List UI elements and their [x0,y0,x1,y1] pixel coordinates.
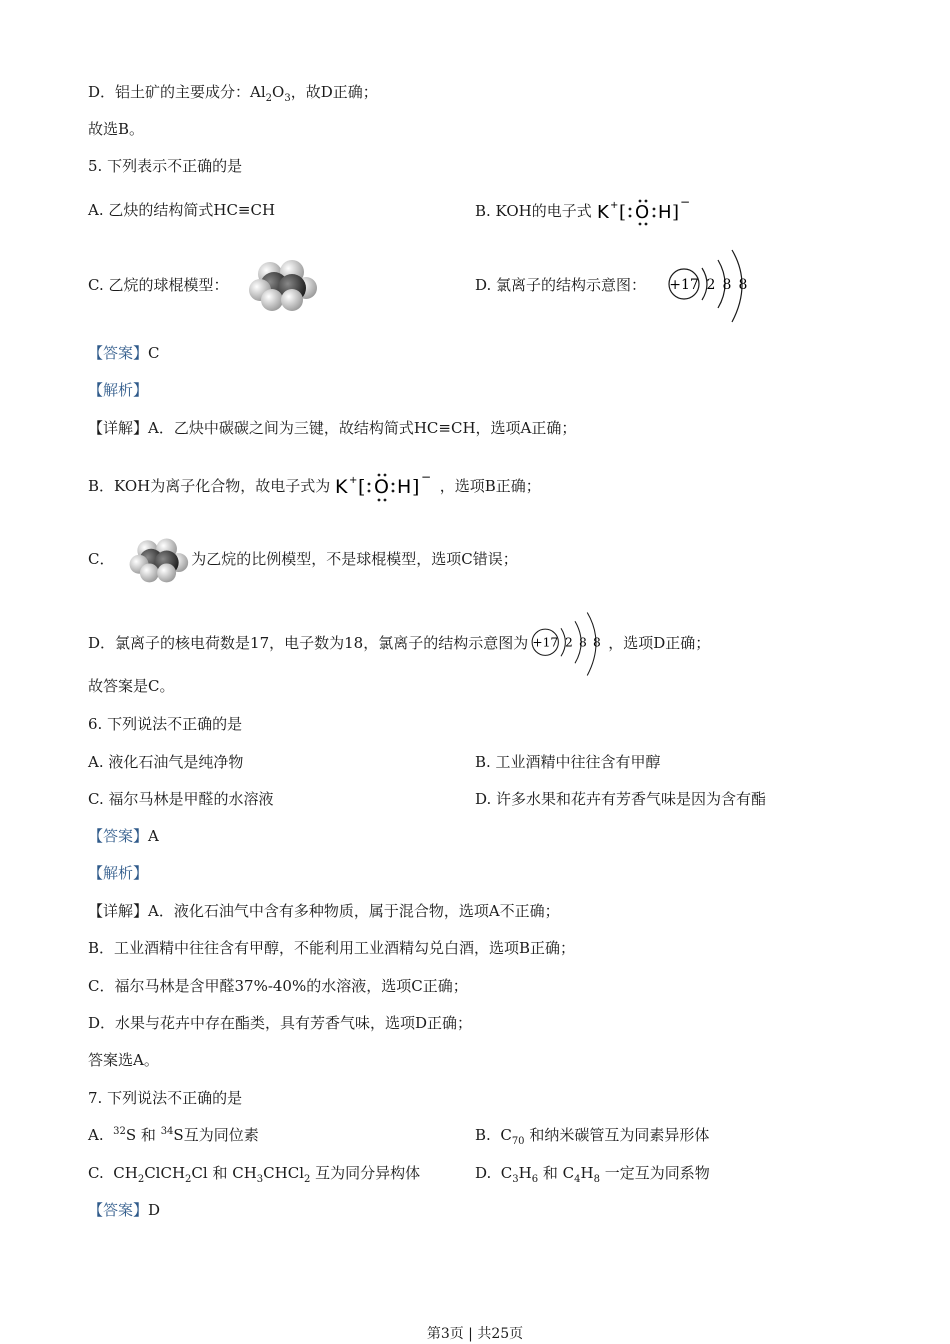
q6-stem: 6. 下列说法不正确的是 [88,715,243,733]
svg-text:−: − [679,198,690,209]
q5-answer: 【答案】C [88,344,160,362]
q7-answer: 【答案】D [88,1201,161,1219]
page-footer: 第3页 | 共25页 [426,1326,524,1342]
svg-text:8: 8 [593,635,601,650]
svg-text:+17: +17 [669,277,699,293]
q5-conclusion: 故答案是C。 [88,677,175,695]
q5-option-a: A. 乙炔的结构简式HC≡CH [88,201,276,219]
q7-option-b: B. $C_{70}$ 和纳米碳管互为同素异形体 [475,1126,710,1147]
q7-option-a: A. $^{32}$S 和 $^{34}$S互为同位素 [88,1126,259,1144]
q6-detail-c: C．福尔马林是含甲醛37%-40%的水溶液，选项C正确； [88,977,468,995]
q7-option-d: D. $C_3H_6$ 和 $C_4H_8$ 一定互为同系物 [475,1164,710,1185]
chloride-ion-structure-icon [668,246,752,326]
svg-text:H: H [397,476,412,498]
svg-text:8: 8 [722,277,732,293]
q6-detail-b: B．工业酒精中往往含有甲醇，不能利用工业酒精勾兑白酒，选项B正确； [88,939,576,957]
q5-detail-c: C． 为乙烷的比例模型，不是球棍模型，选项C错误； [88,536,518,584]
svg-text:+17: +17 [532,635,559,650]
svg-text:K: K [335,476,348,498]
q6-analysis-label: 【解析】 [88,864,149,882]
svg-text:O: O [374,476,389,498]
q4-option-d-line: D．铝土矿的主要成分：$Al_2O_3$，故D正确； [88,83,378,104]
koh-electron-formula-icon [335,472,435,502]
svg-text:O: O [634,202,649,223]
q6-option-d: D. 许多水果和花卉有芳香气味是因为含有酯 [475,790,767,808]
chloride-ion-structure-icon [528,609,608,679]
svg-text:]: ] [671,202,679,223]
svg-text:8: 8 [579,635,587,650]
svg-text:[: [ [358,476,366,498]
svg-text:8: 8 [738,277,748,293]
q5-option-b: B. KOH的电子式 K + [ O H ] − [475,198,693,226]
q5-option-d: D. 氯离子的结构示意图： [475,276,647,294]
q5-detail-b: B．KOH为离子化合物，故电子式为 K + [ O H ] − ，选项B正确； [88,472,541,502]
svg-text:+: + [349,475,358,486]
q4-conclusion: 故选B。 [88,120,145,138]
q6-detail-d: D．水果与花卉中存在酯类，具有芳香气味，选项D正确； [88,1014,473,1032]
q5-stem: 5. 下列表示不正确的是 [88,157,243,175]
ethane-space-filling-model-icon [127,536,189,584]
q6-answer: 【答案】A [88,827,159,845]
ethane-space-filling-model-icon [246,258,318,312]
svg-text:[: [ [618,202,626,223]
q5-detail-d: D．氯离子的核电荷数是17，电子数为18，氯离子的结构示意图为 +17 2 8 8 ，选项D正确； [88,609,710,679]
svg-text:+: + [609,200,618,211]
q7-option-c: C. $CH_2ClCH_2Cl$ 和 $CH_3CHCl_2$ 互为同分异构体 [88,1164,421,1185]
q6-option-a: A. 液化石油气是纯净物 [88,753,244,771]
q7-stem: 7. 下列说法不正确的是 [88,1089,243,1107]
svg-text:]: ] [412,476,420,498]
svg-text:H: H [657,202,672,223]
q5-option-c: C. 乙烷的球棍模型： [88,276,229,294]
q5-analysis-label: 【解析】 [88,381,149,399]
svg-text:2: 2 [565,635,573,650]
q6-conclusion: 答案选A。 [88,1051,159,1069]
svg-text:−: − [421,472,432,484]
koh-electron-formula-icon [597,198,693,226]
q6-option-c: C. 福尔马林是甲醛的水溶液 [88,790,274,808]
q4-d-text: D．铝土矿的主要成分：Al [88,83,266,101]
svg-text:K: K [596,202,609,223]
q5-detail-a: 【详解】A．乙炔中碳碳之间为三键，故结构简式HC≡CH，选项A正确； [88,419,577,437]
svg-text:2: 2 [706,277,716,293]
q6-detail-a: 【详解】A．液化石油气中含有多种物质，属于混合物，选项A不正确； [88,902,560,920]
q6-option-b: B. 工业酒精中往往含有甲醇 [475,753,661,771]
